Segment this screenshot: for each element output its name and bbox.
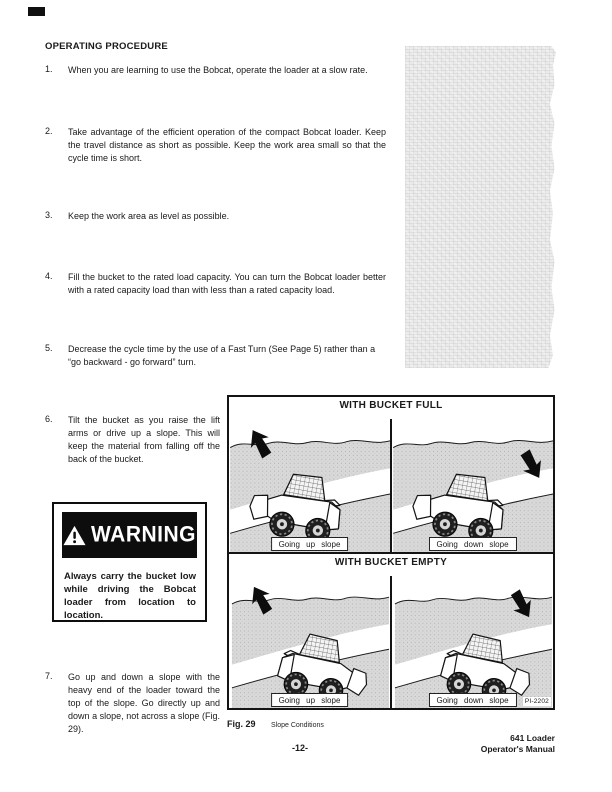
list-item-text: Fill the bucket to the rated load capacity. You can turn the Bobcat loader better with a rated capacity load than with less than a rated capacity load. (68, 272, 386, 295)
panel-label: Going up slope (271, 693, 349, 707)
list-item-number: 2. (45, 126, 53, 136)
panel-label: Going up slope (271, 537, 349, 551)
warning-title: WARNING (91, 522, 196, 547)
list-item-number: 1. (45, 64, 53, 74)
scan-noise-block (405, 46, 556, 368)
list-item-text: Go up and down a slope with the heavy end of the loader toward the top of the slope. Go directly up and down a slope, not across a slope (Fig. 29). (68, 672, 220, 734)
figure-29 (227, 395, 555, 710)
warning-text: Always carry the bucket low while driving the Bobcat loader from location to location. (64, 571, 196, 621)
panels-row (229, 576, 553, 708)
list-item-text: Take advantage of the efficient operation of the compact Bobcat loader. Keep the travel distance as short as possible. Keep the work area small so that the cycle time is short. (68, 127, 386, 163)
panel-label: Going down slope (428, 693, 516, 707)
list-item-text: Decrease the cycle time by the use of a Fast Turn (See Page 5) rather than a “go backward - go forward” turn. (68, 344, 376, 367)
list-item-number: 4. (45, 271, 53, 281)
loader-down-slope-illustration (392, 419, 553, 552)
figure-section-title: WITH BUCKET FULL (339, 400, 443, 411)
page-title: OPERATING PROCEDURE (45, 41, 168, 52)
photo-id: PI-2202 (524, 698, 549, 705)
panel-full-down-slope (392, 419, 553, 552)
warning-banner (62, 512, 197, 558)
panels-row (229, 419, 553, 552)
manual-name: Operator's Manual (480, 744, 555, 754)
loader-down-slope-illustration (392, 576, 553, 708)
warning-triangle-icon (63, 525, 86, 546)
figure-caption-number: Fig. 29 (227, 719, 256, 729)
figure-section-bucket-empty (229, 554, 553, 708)
page-number: -12- (291, 743, 308, 753)
list-item-number: 5. (45, 343, 53, 353)
list-item-text: Keep the work area as level as possible. (68, 211, 230, 221)
list-item-number: 3. (45, 210, 53, 220)
figure-section-title: WITH BUCKET EMPTY (334, 557, 448, 568)
loader-up-slope-illustration (229, 419, 390, 552)
panel-empty-down-slope (392, 576, 553, 708)
panel-full-up-slope (229, 419, 390, 552)
list-item-number: 7. (45, 671, 53, 681)
warning-box (52, 502, 207, 622)
manual-model: 641 Loader (510, 733, 555, 743)
figure-section-bucket-full (229, 397, 553, 554)
panel-label: Going down slope (428, 537, 516, 551)
list-item-text: Tilt the bucket as you raise the lift arms or drive up a slope. This will keep the material from falling off the back of the bucket. (68, 415, 220, 464)
panel-empty-up-slope (229, 576, 390, 708)
loader-up-slope-illustration (229, 576, 390, 708)
manual-identifier (481, 733, 555, 755)
scan-artifact-mark (28, 7, 45, 16)
list-item-text: When you are learning to use the Bobcat, operate the loader at a slow rate. (68, 65, 368, 75)
figure-caption-text: Slope Conditions (270, 722, 324, 729)
figure-caption (227, 714, 324, 732)
list-item-number: 6. (45, 414, 53, 424)
